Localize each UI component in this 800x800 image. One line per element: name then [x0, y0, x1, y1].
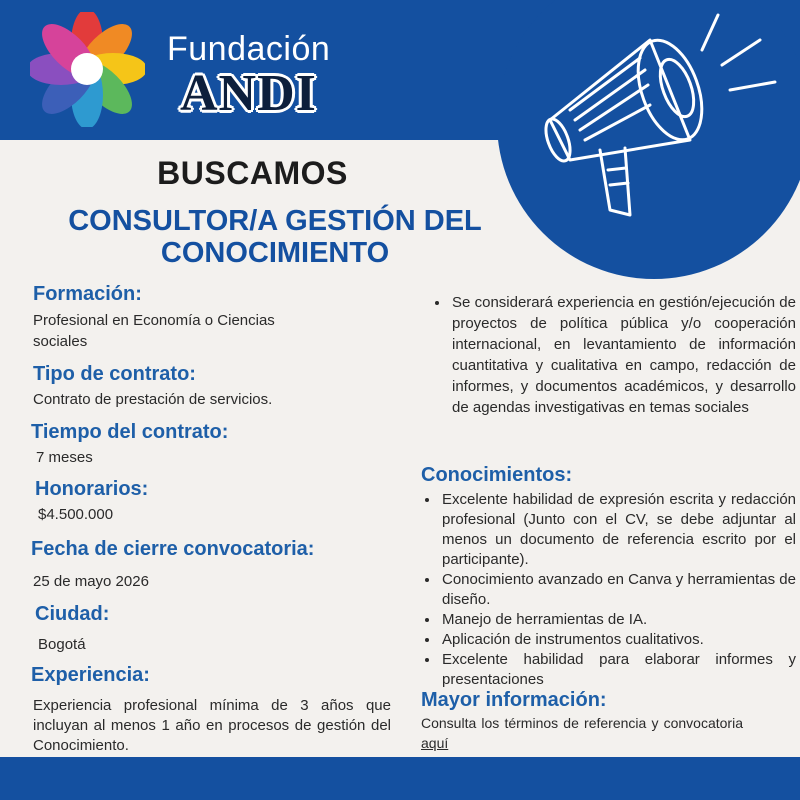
honorarios-heading: Honorarios:	[35, 478, 149, 500]
mayor-informacion-heading: Mayor información:	[421, 689, 607, 711]
tiempo-contrato-value: 7 meses	[36, 449, 93, 466]
bottom-band	[0, 757, 800, 800]
ciudad-heading: Ciudad:	[35, 603, 110, 625]
formacion-line-2: sociales	[33, 333, 88, 350]
experiencia-bullet-list	[432, 292, 796, 418]
logo	[30, 12, 331, 127]
list-item: • Excelente habilidad para elaborar informes y presentaciones	[440, 650, 796, 690]
fecha-cierre-heading: Fecha de cierre convocatoria:	[31, 538, 315, 560]
tiempo-contrato-heading: Tiempo del contrato:	[31, 421, 229, 443]
tipo-contrato-value: Contrato de prestación de servicios.	[33, 391, 273, 408]
formacion-value	[33, 310, 363, 352]
formacion-heading: Formación:	[33, 283, 142, 305]
ciudad-value: Bogotá	[38, 636, 86, 653]
formacion-line-1: Profesional en Economía o Ciencias	[33, 312, 275, 329]
kicker: BUSCAMOS	[157, 155, 348, 191]
tipo-contrato-heading: Tipo de contrato:	[33, 363, 196, 385]
aqui-link[interactable]: aquí	[421, 735, 449, 751]
experiencia-value: Experiencia profesional mínima de 3 años que incluyan al menos 1 año en procesos de gestión del Conocimiento.	[33, 697, 391, 754]
title-line-1: CONSULTOR/A GESTIÓN DEL	[68, 205, 482, 237]
conocimientos-list	[422, 490, 796, 690]
title-line-2: CONOCIMIENTO	[160, 237, 390, 269]
list-item: • Se considerará experiencia en gestión/ejecución de proyectos de política pública y/o cooperación internacional, en levantamiento de información cuantitativa y cualitativa en campo, redacción de informes, y documentos académicos, y desarrollo de agendas investigativas en temas sociales	[450, 292, 796, 418]
list-item: • Aplicación de instrumentos cualitativos.	[440, 630, 796, 650]
page-title	[40, 205, 510, 269]
list-item: • Manejo de herramientas de IA.	[440, 610, 796, 630]
mayor-informacion-body: Consulta los términos de referencia y convocatoria	[421, 715, 743, 731]
honorarios-value: $4.500.000	[38, 506, 114, 523]
megaphone-icon	[530, 10, 790, 240]
list-item: • Conocimiento avanzado en Canva y herramientas de diseño.	[440, 570, 796, 610]
list-item: • Excelente habilidad de expresión escrita y redacción profesional (Junto con el CV, se debe adjuntar al menos un documento de referencia escrito por el participante).	[440, 490, 796, 570]
mayor-informacion-text	[421, 713, 743, 753]
logo-text-andi: ANDI	[180, 65, 317, 122]
logo-text-fundacion: Fundación	[167, 30, 331, 68]
fecha-cierre-value: 25 de mayo 2026	[33, 573, 149, 590]
conocimientos-heading: Conocimientos:	[421, 464, 573, 486]
experiencia-heading: Experiencia:	[31, 664, 150, 686]
hands-logo-icon	[30, 12, 145, 127]
